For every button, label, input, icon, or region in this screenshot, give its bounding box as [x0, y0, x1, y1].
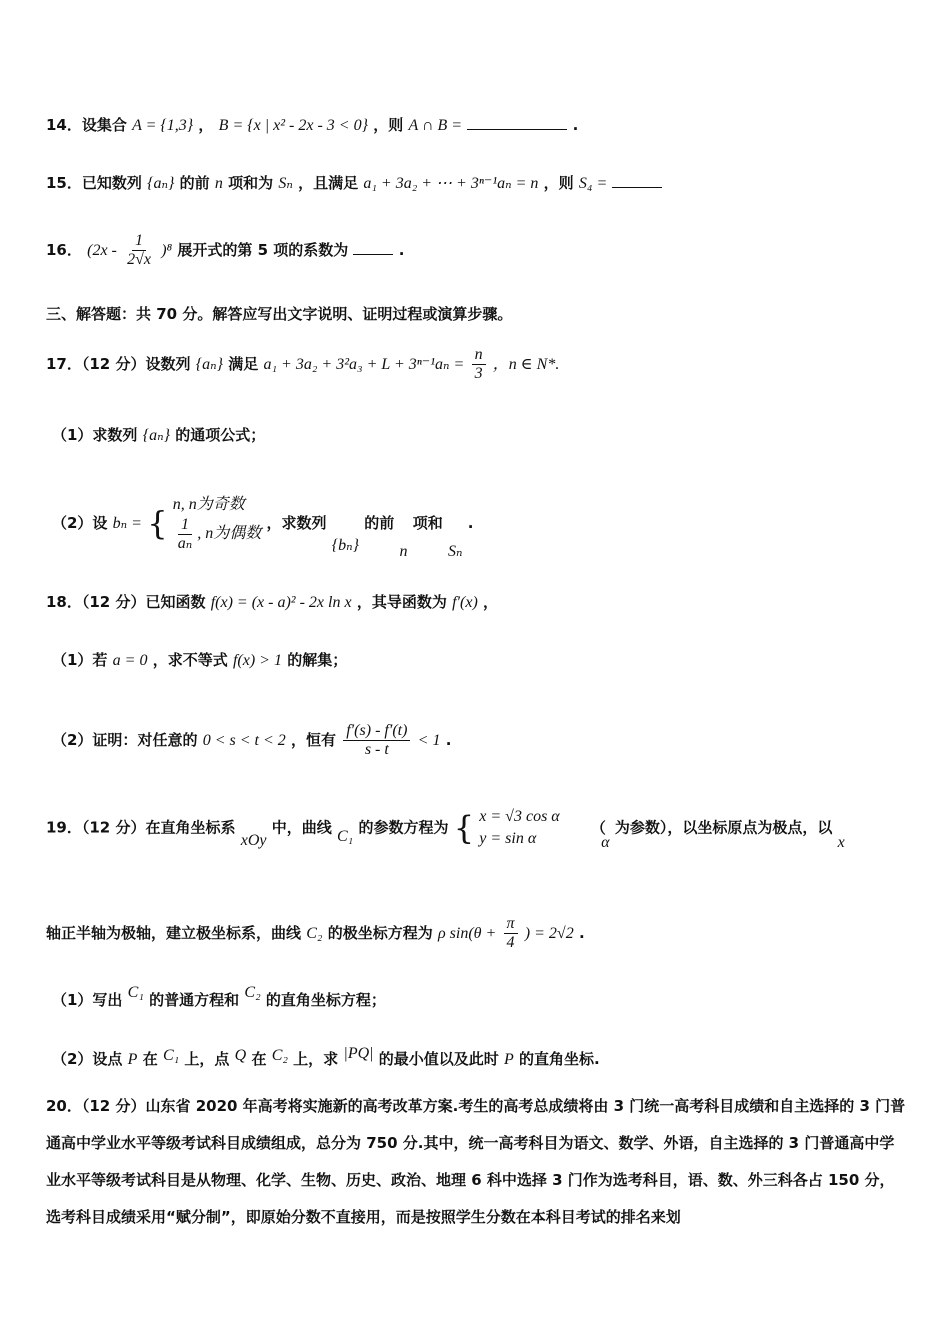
- q18-p2-end: .: [445, 731, 452, 749]
- q19-polar-fraction: [504, 915, 518, 952]
- q16-end: .: [398, 241, 405, 259]
- q19-polar-rhs: ) = 2√2: [524, 925, 574, 942]
- q17-p1-text: 的通项公式；: [175, 426, 266, 444]
- q14-label: 14．设集合: [46, 116, 127, 134]
- q19-line2-text1: 轴正半轴为极轴，建立极坐标系，曲线: [46, 924, 302, 942]
- q14-then: ，则: [373, 116, 404, 134]
- q19-p1-c1: C₁: [127, 984, 144, 1001]
- q17-p2-end: .: [467, 514, 474, 532]
- q19-p2-c2: C₂: [271, 1047, 288, 1064]
- q19-p1-label: （1）写出: [52, 991, 123, 1009]
- q17-p2-case2-num: 1: [178, 516, 192, 535]
- q18-end: ，: [483, 593, 499, 611]
- q19-eq2: y = sin α: [479, 830, 537, 847]
- q14-answer-blank: [467, 115, 567, 130]
- q17-p1-label: （1）求数列: [52, 426, 138, 444]
- q19-p1-text2: 的直角坐标方程；: [265, 991, 386, 1009]
- q14-expr: A ∩ B =: [408, 117, 463, 134]
- q18-deriv: f′(x): [452, 594, 478, 611]
- q17-p2-text2: 的前: [364, 514, 395, 532]
- q19-paren-open: （: [590, 818, 606, 837]
- q17-text1: 满足: [228, 355, 259, 373]
- q19-p2-t4: 上，求: [293, 1050, 339, 1068]
- q19-p2-p2: P: [504, 1051, 514, 1068]
- q18-p1-text1: ，求不等式: [152, 651, 228, 669]
- q18-part-1: [52, 650, 347, 671]
- q18-p2-den: s - t: [364, 741, 389, 758]
- q19-p2-q: Q: [234, 1047, 247, 1064]
- q19-p2-t2: 上，点: [184, 1050, 230, 1068]
- q19-brace: {: [453, 809, 475, 847]
- q17-cond: a₁ + 3a₂ + 3²a₃ + L + 3ⁿ⁻¹aₙ =: [263, 356, 465, 373]
- q19-c2: C₂: [306, 925, 323, 942]
- q15-text3: ，且满足: [298, 174, 359, 192]
- question-17: [46, 346, 559, 383]
- q17-p2-text3: 项和: [412, 514, 443, 532]
- q14-end: .: [572, 116, 579, 134]
- q15-text1: 的前: [179, 174, 210, 192]
- q18-p2-tail: < 1: [417, 732, 441, 749]
- q16-den: 2√x: [127, 251, 151, 268]
- q17-p2-cases: [173, 494, 262, 553]
- q19-text3: 为参数），以坐标原点为极点，以: [614, 818, 833, 837]
- q17-p2-n: n: [399, 543, 408, 560]
- question-14: [46, 115, 578, 136]
- q14-set-b: B = {x | x² - 2x - 3 < 0}: [218, 117, 368, 134]
- q19-line2-text2: 的极坐标方程为: [327, 924, 433, 942]
- q19-part-2: [52, 1045, 600, 1070]
- q19-text1: 中，曲线: [271, 818, 332, 837]
- q19-p2-t6: 的直角坐标.: [519, 1050, 600, 1068]
- q18-p1-text2: 的解集；: [287, 651, 348, 669]
- q19-x: x: [837, 833, 845, 851]
- section-3-header: 三、解答题：共 70 分。解答应写出文字说明、证明过程或演算步骤。: [46, 305, 513, 323]
- q18-p2-text: ，恒有: [290, 731, 336, 749]
- q17-p2-seq: {bₙ}: [331, 537, 360, 554]
- q17-label: 17．（12 分）设数列: [46, 355, 191, 373]
- q16-lhs: (2x -: [87, 242, 117, 259]
- q17-p2-case2-den: aₙ: [177, 535, 193, 552]
- q19-p2-p: P: [127, 1051, 138, 1068]
- q18-func: f(x) = (x - a)² - 2x ln x: [210, 594, 352, 611]
- q17-p2-sn: Sₙ: [448, 543, 463, 560]
- q19-p2-pq: |PQ|: [343, 1045, 374, 1062]
- q19-p2-t1: 在: [142, 1050, 158, 1068]
- q19-part-1: [52, 984, 386, 1011]
- q16-text: 展开式的第 5 项的系数为: [177, 241, 349, 259]
- q19-p2-t5: 的最小值以及此时: [378, 1050, 499, 1068]
- q19-param-system: [479, 806, 559, 850]
- q15-n: n: [214, 175, 223, 192]
- q19-polar-lhs: ρ sin(θ +: [437, 925, 497, 942]
- q18-p2-cond: 0 < s < t < 2: [202, 732, 286, 749]
- q19-p1-c2: C₂: [244, 984, 261, 1001]
- q16-label: 16．: [46, 241, 82, 259]
- q14-comma: ，: [198, 116, 214, 134]
- q18-p1-cond: a = 0: [112, 652, 148, 669]
- q17-p2-bn: bₙ =: [112, 515, 142, 532]
- question-15: [46, 173, 662, 194]
- q17-p2-text1: ，求数列: [266, 514, 327, 532]
- q18-label: 18．（12 分）已知函数: [46, 593, 206, 611]
- q17-p2-case2: [173, 516, 262, 553]
- q17-p2-case2-frac: [175, 516, 195, 553]
- q15-text4: ，则: [543, 174, 574, 192]
- q15-label: 15．已知数列: [46, 174, 142, 192]
- q17-p2-brace: {: [147, 504, 168, 543]
- q19-polar-den: 4: [506, 934, 515, 951]
- q17-seq: {aₙ}: [195, 356, 223, 373]
- q19-alpha: α: [601, 833, 610, 851]
- q17-p2-case1: n, n为奇数: [172, 496, 245, 513]
- q17-fraction: [472, 346, 486, 383]
- q17-num: n: [472, 346, 486, 365]
- q17-part-2: [52, 494, 474, 560]
- q15-s4: S₄ =: [578, 175, 608, 192]
- q15-seq: {aₙ}: [147, 175, 175, 192]
- q16-fraction: [124, 232, 154, 269]
- q18-p1-label: （1）若: [52, 651, 108, 669]
- question-20: 20．（12 分）山东省 2020 年高考将实施新的高考改革方案.考生的高考总成绩将由 3 门统一高考科目成绩和自主选择的 3 门普通高中学业水平等级考试科目成绩组成，总分为 750 分.其中，统一高考科目为语文、数学、外语，自主选择的 3 门普通高中学业水平等级考试科目是从物理、化学、生物、历史、政治、地理 6 科中选择 3 门作为选考科目，语、数、外三科各占 150 分，选考科目成绩采用“赋分制”，即原始分数不直接用，而是按照学生分数在本科目考试的排名来划: [46, 1097, 906, 1226]
- q19-polar-num: π: [504, 915, 518, 934]
- q19-p2-c1: C₁: [162, 1047, 180, 1064]
- q19-p2-label: （2）设点: [52, 1050, 123, 1068]
- q18-text1: ，其导函数为: [356, 593, 447, 611]
- q18-p2-label: （2）证明：对任意的: [52, 731, 198, 749]
- q15-cond: a₁ + 3a₂ + ⋯ + 3ⁿ⁻¹aₙ = n: [363, 175, 539, 192]
- q18-p1-ineq: f(x) > 1: [232, 652, 282, 669]
- q17-part-1: [52, 425, 265, 446]
- q17-p2-case2-tail: , n为偶数: [197, 525, 262, 543]
- q15-answer-blank: [612, 173, 662, 188]
- q19-xoy: xOy: [240, 831, 267, 849]
- q16-rhs: )⁸: [161, 242, 173, 259]
- q19-line-2: [46, 915, 585, 952]
- q17-tail: ，n ∈ N*.: [492, 356, 560, 373]
- q19-text2: 的参数方程为: [358, 818, 449, 837]
- q18-p2-fraction: [343, 722, 410, 759]
- q17-den: 3: [474, 365, 483, 382]
- q18-part-2: [52, 722, 451, 759]
- q17-p1-seq: {aₙ}: [142, 427, 170, 444]
- q19-eq1: x = √3 cos α: [479, 808, 560, 825]
- question-16: [46, 232, 404, 269]
- q19-c1: C₁: [336, 827, 354, 845]
- q16-answer-blank: [353, 240, 393, 255]
- q17-p2-label: （2）设: [52, 514, 108, 532]
- q19-p1-text1: 的普通方程和: [149, 991, 240, 1009]
- q19-p2-t3: 在: [251, 1050, 267, 1068]
- q16-num: 1: [132, 232, 146, 251]
- q19-line2-end: .: [578, 924, 585, 942]
- q15-sn: Sₙ: [278, 175, 293, 192]
- question-18: [46, 592, 498, 613]
- q19-label: 19．（12 分）在直角坐标系: [46, 818, 236, 837]
- q14-set-a: A = {1,3}: [132, 117, 194, 134]
- q15-text2: 项和为: [228, 174, 274, 192]
- question-19: [46, 806, 845, 850]
- q18-p2-num: f′(s) - f′(t): [343, 722, 410, 741]
